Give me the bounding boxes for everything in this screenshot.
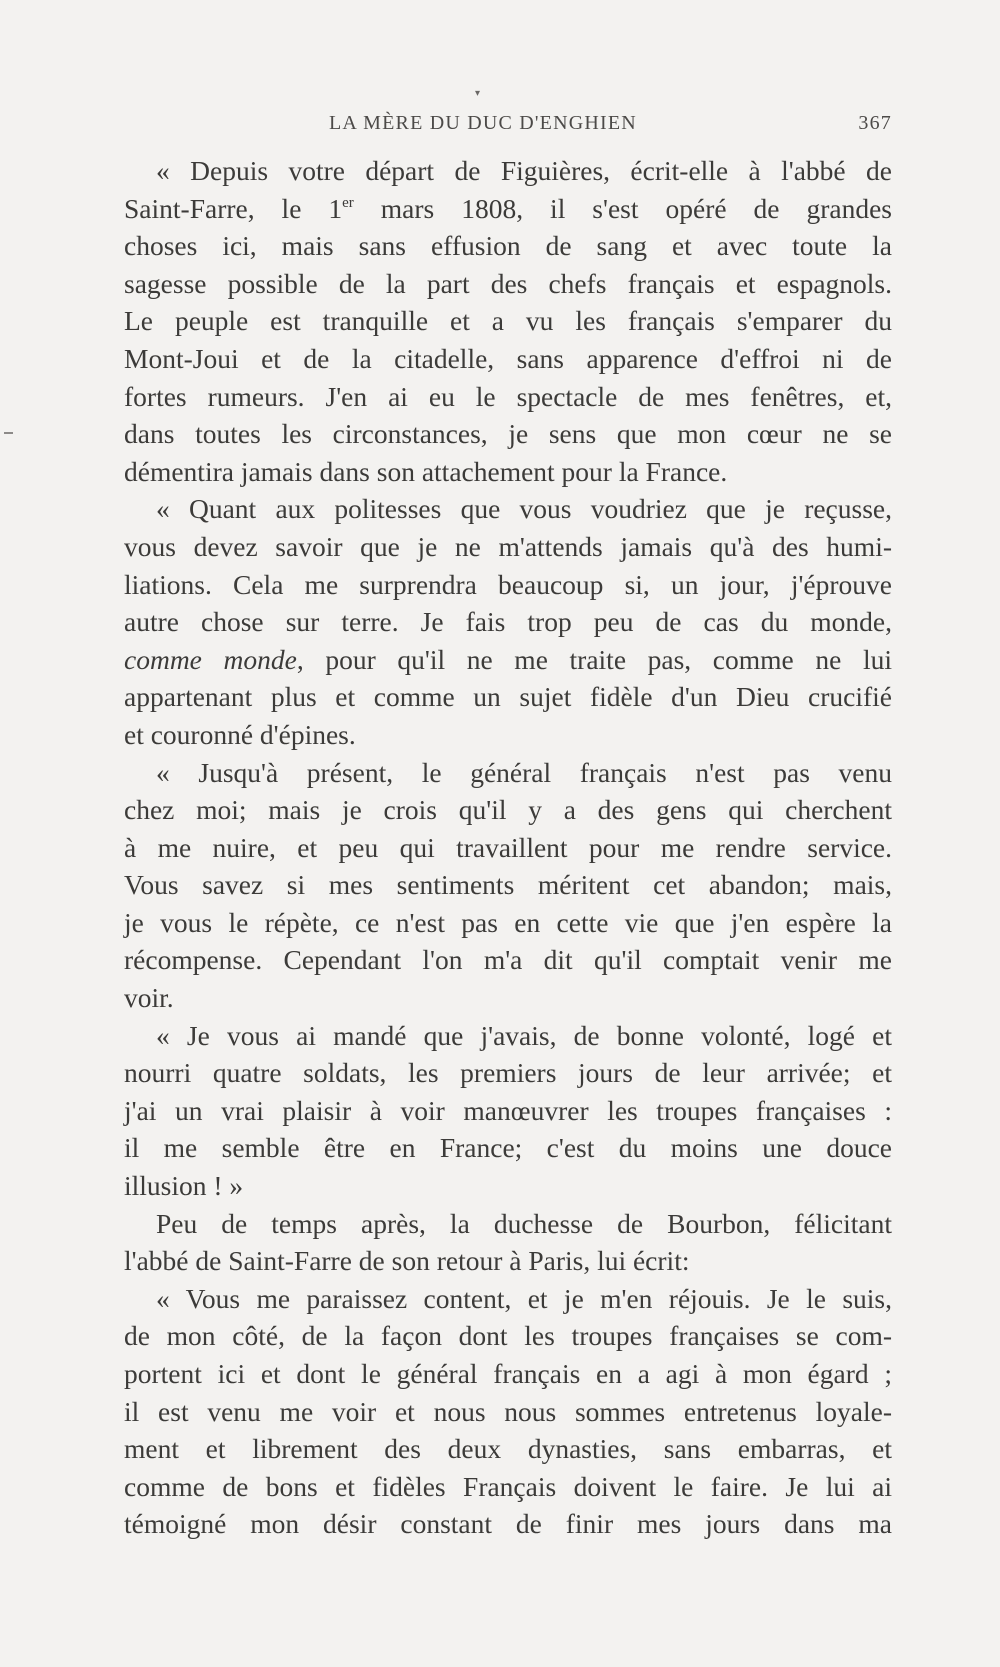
text-line: il est venu me voir et nous nous sommes entretenus loyale- (124, 1395, 892, 1427)
text-line: ment et librement des deux dynasties, sans embarras, et (124, 1433, 892, 1465)
text-line: « Quant aux politesses que vous voudriez que je reçusse, (156, 493, 892, 525)
superscript: er (342, 194, 354, 211)
text-line: Mont-Joui et de la citadelle, sans apparence d'effroi ni de (124, 342, 892, 374)
text-line: chez moi; mais je crois qu'il y a des gens qui cherchent (124, 794, 892, 826)
text-fragment: Saint-Farre, le 1 (124, 192, 343, 224)
text-line: Peu de temps après, la duchesse de Bourbon, félicitant (156, 1207, 892, 1239)
text-line: et couronné d'épines. (124, 718, 356, 750)
text-line: illusion ! » (124, 1170, 244, 1202)
body-text (124, 152, 892, 1543)
text-line: liations. Cela me surprendra beaucoup si, un jour, j'éprouve (124, 568, 892, 600)
text-line: « Depuis votre départ de Figuières, écrit-elle à l'abbé de (156, 155, 892, 186)
text-line: à me nuire, et peu qui travaillent pour me rendre service. (124, 831, 892, 863)
text-line: choses ici, mais sans effusion de sang et avec toute la (124, 230, 892, 262)
text-line: sagesse possible de la part des chefs français et espagnols. (124, 267, 892, 299)
text-line (124, 641, 892, 679)
text-line: témoigné mon désir constant de finir mes jours dans ma (124, 1508, 892, 1540)
text-line: « Jusqu'à présent, le général français n'est pas venu (156, 756, 892, 788)
text-fragment: mars 1808, il s'est opéré de grandes (353, 192, 892, 224)
text-line: comme de bons et fidèles Français doivent le faire. Je lui ai (124, 1470, 892, 1502)
text-line: appartenant plus et comme un sujet fidèle d'un Dieu crucifié (124, 681, 892, 713)
text-line: je vous le répète, ce n'est pas en cette vie que j'en espère la (124, 906, 892, 938)
text-line: dans toutes les circonstances, je sens que mon cœur ne se (124, 418, 892, 450)
text-fragment: , pour qu'il ne me traite pas, comme ne lui (296, 643, 892, 675)
text-line: l'abbé de Saint-Farre de son retour à Paris, lui écrit: (124, 1245, 690, 1277)
page-header (124, 112, 892, 142)
italic-fragment: comme monde (124, 643, 297, 675)
text-line: il me semble être en France; c'est du moins une douce (124, 1132, 892, 1164)
text-line: voir. (124, 982, 174, 1014)
text-line: fortes rumeurs. J'en ai eu le spectacle de mes fenêtres, et, (124, 380, 892, 412)
text-line: « Vous me paraissez content, et je m'en réjouis. Je le suis, (156, 1282, 892, 1314)
text-line: autre chose sur terre. Je fais trop peu de cas du monde, (124, 606, 892, 638)
text-line: j'ai un vrai plaisir à voir manœuvrer les troupes françaises : (124, 1094, 892, 1126)
text-line (124, 190, 892, 228)
text-line: démentira jamais dans son attachement pour la France. (124, 455, 728, 487)
page-number: 367 (858, 112, 892, 134)
margin-mark (4, 432, 13, 434)
text-line: de mon côté, de la façon dont les troupes françaises se com- (124, 1320, 892, 1352)
text-line: récompense. Cependant l'on m'a dit qu'il comptait venir me (124, 944, 892, 976)
text-line: Vous savez si mes sentiments méritent cet abandon; mais, (124, 869, 892, 901)
running-title: LA MÈRE DU DUC D'ENGHIEN (329, 112, 637, 134)
text-line: « Je vous ai mandé que j'avais, de bonne volonté, logé et (156, 1019, 892, 1051)
text-line: nourri quatre soldats, les premiers jours de leur arrivée; et (124, 1057, 892, 1089)
text-line: portent ici et dont le général français en a agi à mon égard ; (124, 1358, 892, 1389)
text-line: vous devez savoir que je ne m'attends jamais qu'à des humi- (124, 530, 892, 562)
top-mark: ▾ (475, 88, 481, 99)
text-line: Le peuple est tranquille et a vu les français s'emparer du (124, 305, 892, 337)
